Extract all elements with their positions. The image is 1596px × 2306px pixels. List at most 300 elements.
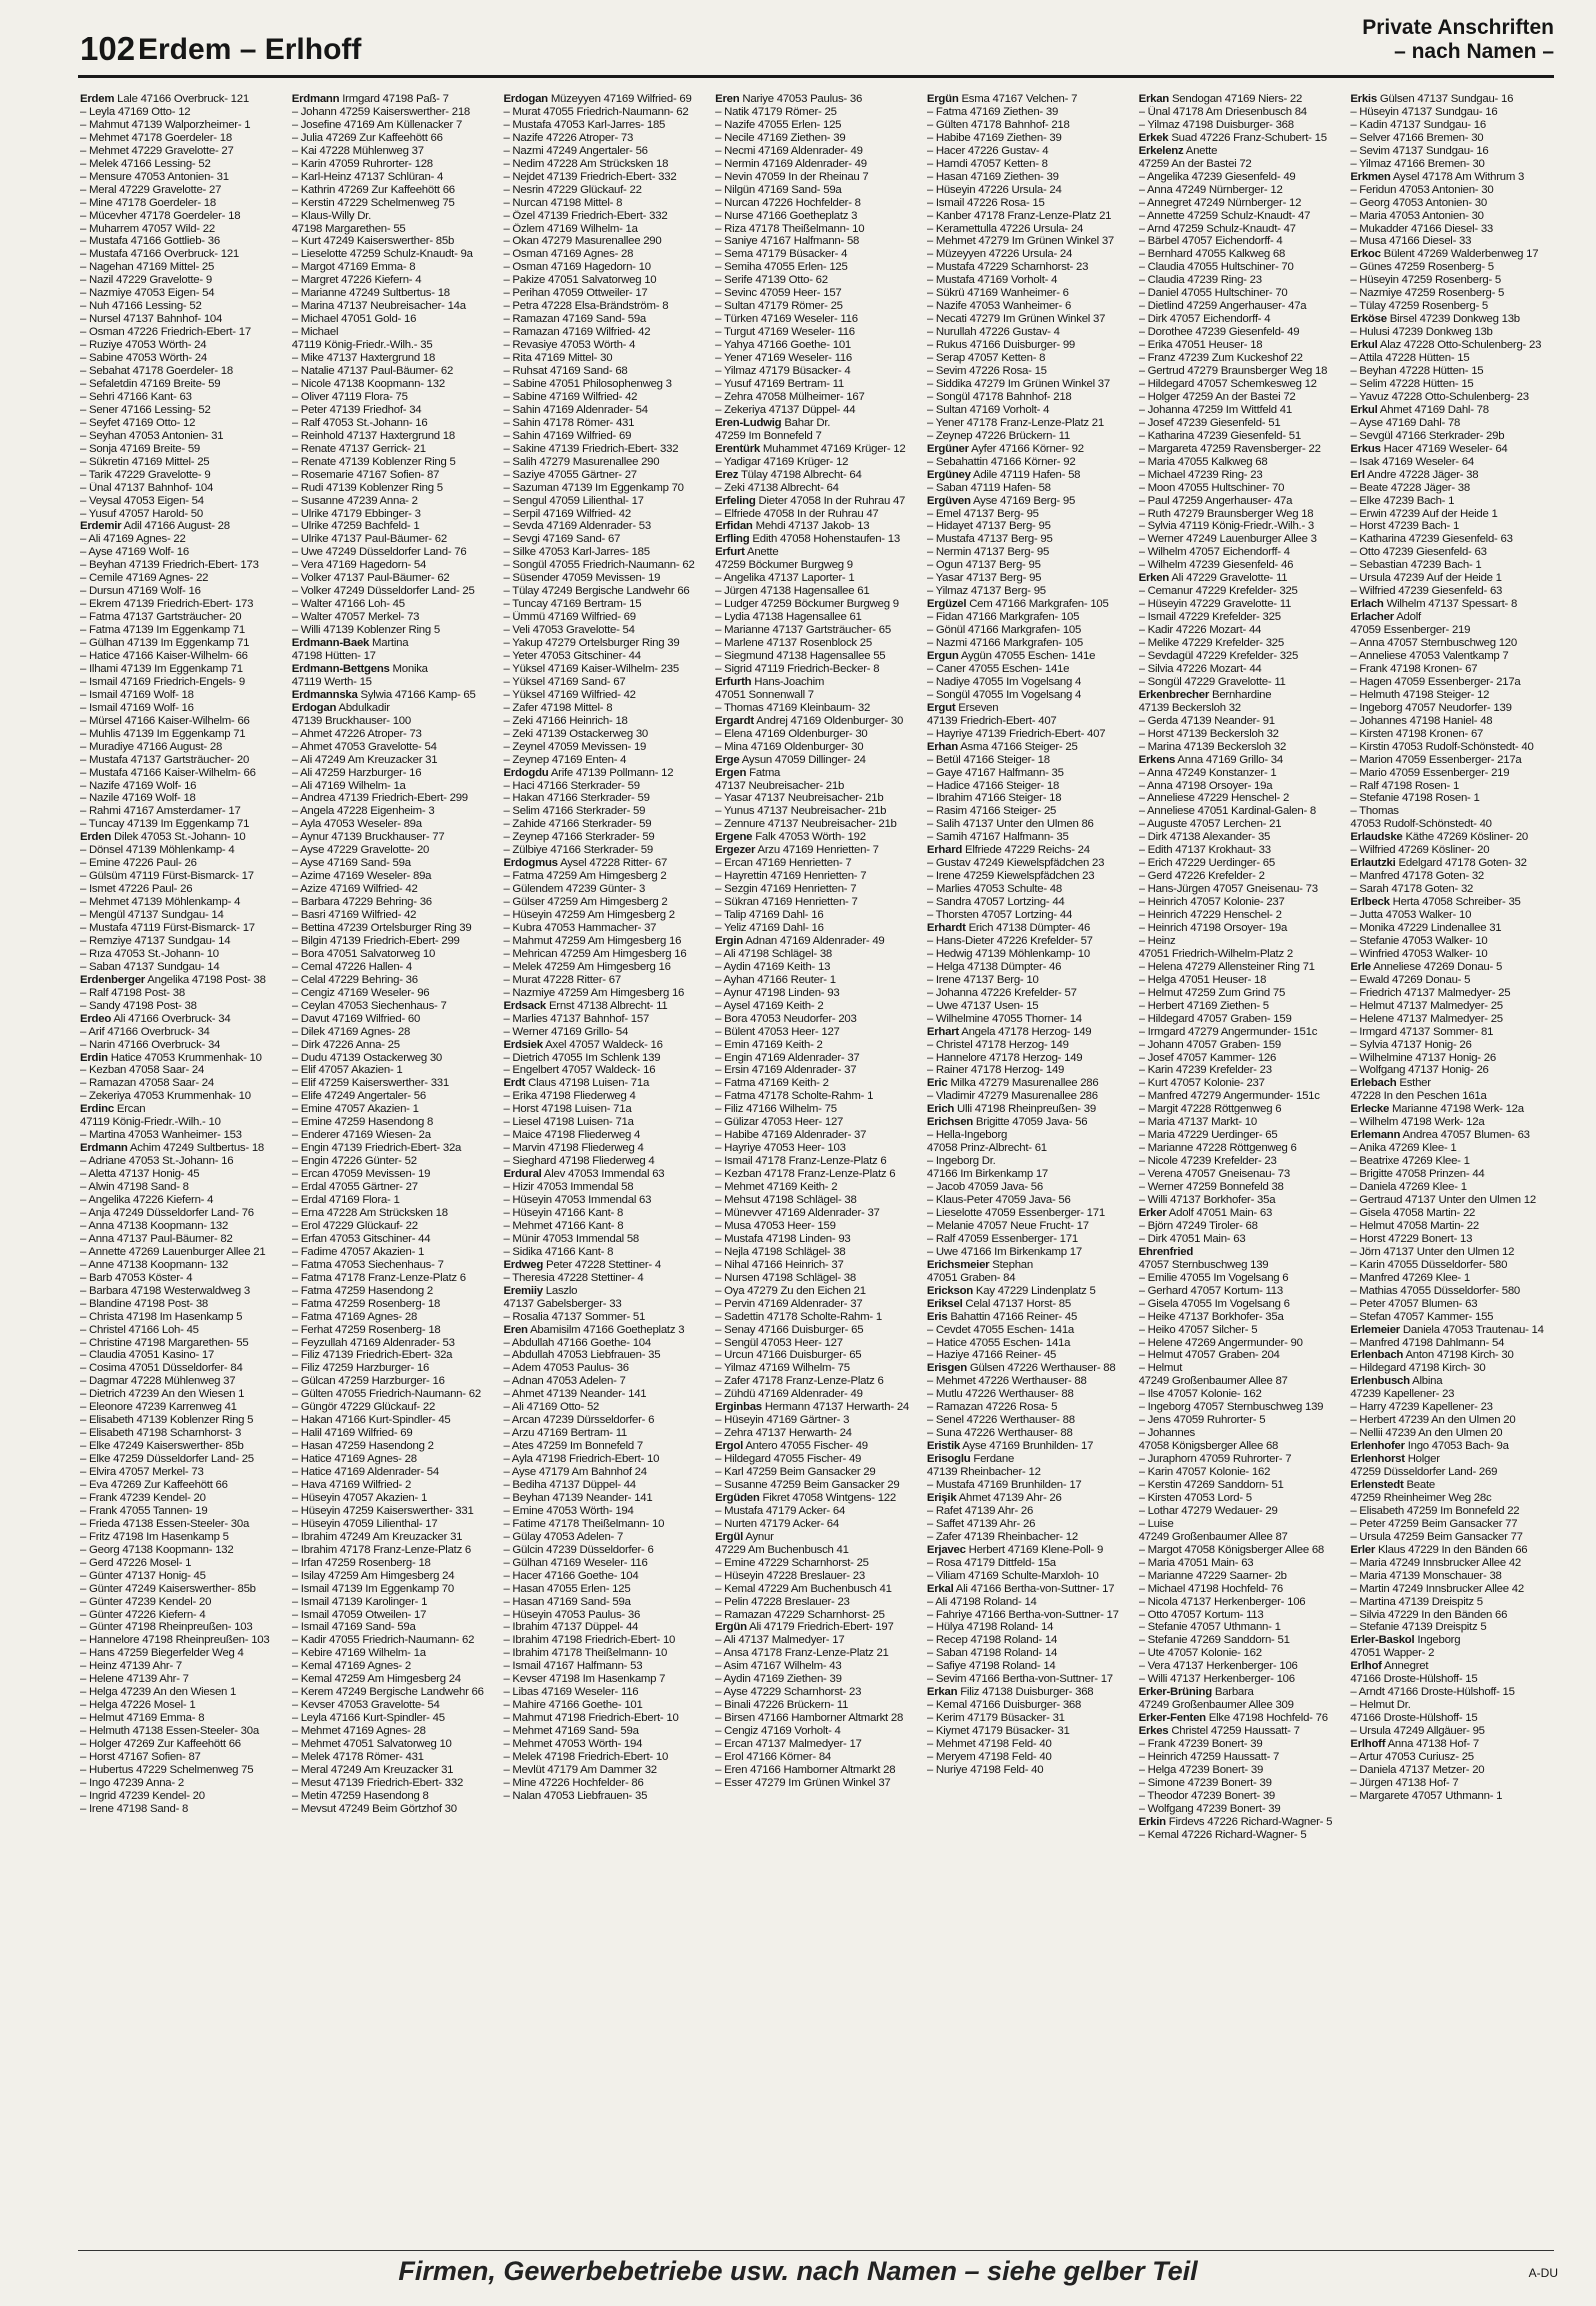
listing-entry [503,326,709,339]
surname: Ergol [715,1440,744,1453]
listing-entry [1350,1596,1556,1609]
entry-text: – Bora 47053 Neudorfer- 203 [715,1012,857,1025]
listing-entry [503,728,709,741]
entry-text: – Ali 47137 Malmedyer- 17 [715,1634,845,1647]
entry-text: – Siddika 47279 Im Grünen Winkel 37 [926,377,1110,390]
entry-text: – Kerstin 47269 Sanddorn- 51 [1138,1478,1284,1491]
listing-entry [927,663,1133,676]
surname: Erlautzki [1350,857,1396,870]
entry-text: – Fatma 47169 Agnes- 28 [291,1310,418,1323]
entry-text: – Bülent 47053 Heer- 127 [715,1025,840,1038]
entry-text: Celal 47137 Horst- 85 [965,1297,1071,1310]
listing-entry [292,922,498,935]
listing-entry [715,1414,921,1427]
entry-text: – Sakine 47139 Friedrich-Ebert- 332 [503,442,679,455]
entry-text: – Björn 47249 Tiroler- 68 [1138,1219,1258,1232]
listing-entry [1139,624,1345,637]
listing-entry [292,197,498,210]
listing-entry [292,1621,498,1634]
listing-entry [927,1000,1133,1013]
entry-text: – Tarik 47229 Gravelotte- 9 [80,468,211,481]
listing-entry [715,1427,921,1440]
entry-text: – Karin 47055 Düsseldorfer- 580 [1350,1258,1508,1271]
listing-entry [80,1233,286,1246]
entry-text: – Fatma 47259 Am Himgesberg 2 [503,870,667,883]
entry-text: Elfriede 47229 Reichs- 24 [965,844,1090,857]
listing-entry [715,313,921,326]
entry-text: – Marina 47139 Beckersloh 32 [1138,740,1287,753]
entry-text: Ferdane [973,1453,1015,1466]
listing-entry [1350,1790,1556,1803]
entry-text: – Nazil 47229 Gravelotte- 9 [80,274,212,287]
listing-entry [80,1440,286,1453]
entry-text: 47249 Großenbaumer Allee 309 [1138,1699,1294,1712]
listing-entry [1350,767,1556,780]
entry-text: – Dudu 47139 Ostackerweg 30 [291,1051,443,1064]
entry-text: – Margot 47058 Königsberger Allee 68 [1138,1543,1325,1556]
entry-text: 47239 Kapellener- 23 [1350,1388,1455,1401]
listing-entry [1139,1518,1345,1531]
entry-text: – Heinz [1138,934,1176,947]
listing-entry [80,1699,286,1712]
listing-entry [503,611,709,624]
surname: Erlenbusch [1350,1375,1410,1388]
entry-text: – Mehmet 47053 Wörth- 194 [503,1738,643,1751]
listing-entry [715,546,921,559]
entry-text: – Hans-Dieter 47226 Krefelder- 57 [926,934,1093,947]
listing-entry [715,456,921,469]
entry-text: – Katharina 47239 Giesenfeld- 63 [1350,533,1513,546]
listing-entry [80,1583,286,1596]
entry-text: – Enderer 47169 Wiesen- 2a [291,1129,431,1142]
entry-text: Hacer 47169 Weseler- 64 [1383,442,1508,455]
listing-entry [1350,689,1556,702]
page-header [0,0,1596,82]
listing-entry [1350,624,1556,637]
listing-entry [927,935,1133,948]
entry-text: – Kevser 47053 Gravelotte- 54 [291,1699,440,1712]
entry-text: – Veysal 47053 Eigen- 54 [80,494,204,507]
listing-entry [927,1220,1133,1233]
listing-entry [503,210,709,223]
listing-entry [503,352,709,365]
entry-text: – Metin 47259 Hasendong 8 [291,1789,429,1802]
listing-entry [80,1686,286,1699]
footer-rule [78,2250,1554,2251]
entry-text: – Yüksel 47169 Sand- 67 [503,675,626,688]
listing-entry [80,352,286,365]
listing-entry [292,585,498,598]
entry-text: – Sandra 47057 Lortzing- 44 [926,896,1065,909]
listing-entry [80,987,286,1000]
entry-text: – Irene 47259 Kiewelspfädchen 23 [926,870,1095,883]
entry-text: – Seyfet 47169 Otto- 12 [80,416,196,429]
entry-text: – Remziye 47137 Sundgau- 14 [80,934,231,947]
listing-entry [1350,1233,1556,1246]
listing-entry [1350,1531,1556,1544]
listing-entry [1350,1168,1556,1181]
entry-text: – Margret 47226 Kiefern- 4 [291,274,422,287]
entry-text: – Elena 47169 Oldenburger- 30 [715,727,868,740]
listing-entry [80,1634,286,1647]
listing-entry [1139,689,1345,702]
entry-text: – Vera 47137 Herkenberger- 106 [1138,1660,1298,1673]
entry-text: – Hamdi 47057 Ketten- 8 [926,157,1048,170]
entry-text: – Habibe 47169 Ziethen- 39 [926,131,1062,144]
entry-text: – Celal 47229 Behring- 36 [291,973,418,986]
listing-entry [1350,637,1556,650]
listing-entry [292,1440,498,1453]
listing-entry [503,1777,709,1790]
listing-entry [292,702,498,715]
entry-text: – Türken 47169 Weseler- 116 [715,313,858,326]
entry-text: – Yavuz 47228 Otto-Schulenberg- 23 [1350,390,1529,403]
entry-text: – Davut 47169 Wilfried- 60 [291,1012,421,1025]
entry-text: – Ümmü 47169 Wilfried- 69 [503,611,636,624]
listing-entry [503,1090,709,1103]
entry-text: – Suna 47226 Werthauser- 88 [926,1427,1073,1440]
entry-text: – Sükran 47169 Henrietten- 7 [715,896,858,909]
listing-entry [292,1103,498,1116]
entry-text: – Renate 47139 Koblenzer Ring 5 [291,455,456,468]
surname: Erisoglu [926,1453,971,1466]
entry-text: – Emine 47057 Akazien- 1 [291,1103,419,1116]
entry-text: Bahar Dr. [784,416,831,429]
entry-text: – Kirsten 47053 Lord- 5 [1138,1491,1252,1504]
listing-entry [715,300,921,313]
entry-text: – Nermin 47169 Aldenrader- 49 [715,157,867,170]
listing-entry [1350,1609,1556,1622]
listing-entry [292,495,498,508]
entry-text: – Dorothee 47239 Giesenfeld- 49 [1138,326,1300,339]
listing-entry [80,1479,286,1492]
listing-entry [292,1142,498,1155]
entry-text: – Mürsel 47166 Kaiser-Wilhelm- 66 [80,714,250,727]
entry-text: – Dirk 47057 Eichendorff- 4 [1138,313,1271,326]
listing-entry [715,741,921,754]
listing-entry [292,365,498,378]
listing-entry [292,1725,498,1738]
listing-entry [1350,1259,1556,1272]
listing-entry [503,1583,709,1596]
listing-entry [80,1751,286,1764]
entry-text: Fatma [749,766,781,779]
listing-entry [927,171,1133,184]
listing-entry [715,1440,921,1453]
entry-text: – Zeynel 47059 Mevissen- 19 [503,740,647,753]
listing-entry [80,754,286,767]
listing-entry [715,417,921,430]
entry-text: – Elisabeth 47259 Im Bonnefeld 22 [1350,1504,1520,1517]
listing-entry [715,754,921,767]
entry-text: – Necati 47279 Im Grünen Winkel 37 [926,313,1106,326]
entry-text: – Turgut 47169 Weseler- 116 [715,326,855,339]
listing-entry [292,1311,498,1324]
listing-entry [80,1375,286,1388]
listing-entry [715,1492,921,1505]
entry-text: – Kanber 47178 Franz-Lenze-Platz 21 [926,209,1112,222]
entry-text: – Seyhan 47053 Antonien- 31 [80,429,224,442]
listing-entry [503,1660,709,1673]
listing-entry [503,1052,709,1065]
listing-entry [927,805,1133,818]
listing-entry [1139,1077,1345,1090]
entry-text: Achim 47249 Sultbertus- 18 [129,1142,264,1155]
entry-text: – Ingo 47239 Anna- 2 [80,1776,184,1789]
entry-text: – Mustafa 47198 Linden- 93 [715,1232,851,1245]
entry-text: – Beyhan 47139 Friedrich-Ebert- 173 [80,559,259,572]
listing-entry [927,1440,1133,1453]
listing-entry [503,585,709,598]
entry-text: 47051 Graben- 84 [926,1271,1016,1284]
listing-entry [503,935,709,948]
entry-text: – Brigitte 47058 Prinzen- 44 [1350,1168,1485,1181]
entry-text: – Günes 47259 Rosenberg- 5 [1350,261,1494,274]
entry-text: – Arnd 47259 Schulz-Knaudt- 47 [1138,222,1296,235]
entry-text: – Hüseyin 47053 Paulus- 36 [503,1608,641,1621]
entry-text: – Karl-Heinz 47137 Schlüran- 4 [291,170,444,183]
entry-text: – Erna 47228 Am Strücksken 18 [291,1206,448,1219]
listing-entry [80,1246,286,1259]
entry-text: – Anneliese 47229 Henschel- 2 [1138,792,1290,805]
entry-text: – Barbara 47229 Behring- 36 [291,896,432,909]
entry-text: – Gülten 47055 Friedrich-Naumann- 62 [291,1388,481,1401]
entry-text: – Melanie 47057 Neue Frucht- 17 [926,1219,1089,1232]
listing-entry [715,831,921,844]
entry-text: Ingo 47053 Bach- 9a [1407,1440,1509,1453]
entry-text: – Hayriye 47053 Heer- 103 [715,1142,846,1155]
entry-text: – Gülsüm 47119 Fürst-Bismarck- 17 [80,870,254,883]
entry-text: 47119 König-Friedr.-Wilh.- 10 [80,1116,221,1129]
listing-entry [1350,274,1556,287]
listing-entry [503,469,709,482]
entry-text: – Erol 47166 Körner- 84 [715,1751,831,1763]
listing-entry [503,1531,709,1544]
entry-text: – Nazmiye 47259 Am Himgesberg 16 [503,986,685,999]
entry-text: – Ahmet 47139 Neander- 141 [503,1388,647,1401]
entry-text: – Juraphorn 47059 Ruhrorter- 7 [1138,1453,1292,1466]
listing-entry [1139,1052,1345,1065]
entry-text: – Cemanur 47229 Krefelder- 325 [1138,585,1298,598]
entry-text: – Ingeborg Dr. [926,1155,996,1168]
listing-entry [292,948,498,961]
listing-entry [1139,469,1345,482]
entry-text: – Melek 47178 Römer- 431 [291,1751,424,1763]
entry-text: – Marlies 47053 Schulte- 48 [926,883,1062,896]
entry-text: – Aynur 47139 Bruckhauser- 77 [291,831,445,844]
entry-text: Ayse 47169 Brunhilden- 17 [962,1440,1094,1453]
entry-text: – Willi 47139 Koblenzer Ring 5 [291,624,440,637]
listing-entry [503,1699,709,1712]
listing-entry [1139,1103,1345,1116]
entry-text: – Johannes 47198 Haniel- 48 [1350,714,1493,727]
listing-entry [1139,378,1345,391]
surname: Erdeo [80,1012,112,1025]
entry-text: – Uwe 47249 Düsseldorfer Land- 76 [291,546,467,559]
surname: Ergene [715,831,753,844]
entry-text: – Mina 47169 Oldenburger- 30 [715,740,864,753]
listing-entry [927,339,1133,352]
entry-text: – Tülay 47249 Bergische Landwehr 66 [503,585,690,598]
listing-entry [292,210,498,223]
listing-entry [503,831,709,844]
listing-entry [715,1660,921,1673]
surname: Erlenstedt [1350,1478,1404,1491]
listing-entry [292,223,498,236]
surname: Erle [1350,960,1371,973]
entry-text: – Kadir 47226 Mozart- 44 [1138,624,1262,637]
listing-entry [503,857,709,870]
entry-text: – Kezban 47058 Saar- 24 [80,1064,205,1077]
entry-text: – Necile 47169 Ziethen- 39 [715,131,846,144]
listing-entry [503,300,709,313]
listing-entry [927,1699,1133,1712]
entry-text: – Fatma 47178 Franz-Lenze-Platz 6 [291,1271,466,1284]
entry-text: – Mehmet 47166 Kant- 8 [503,1219,624,1232]
entry-text: – Silke 47053 Karl-Jarres- 185 [503,546,650,559]
listing-entry [1139,313,1345,326]
entry-text: – Kemal 47166 Duisburger- 368 [926,1699,1082,1712]
entry-text: 47059 Essenberger- 219 [1350,624,1471,637]
listing-entry [927,1453,1133,1466]
listing-entry [292,274,498,287]
listing-entry [715,948,921,961]
entry-text: – Marina 47137 Neubreisacher- 14a [291,300,466,313]
listing-entry [927,261,1133,274]
entry-text: – Kerim 47179 Büsacker- 31 [926,1712,1065,1725]
entry-text: – Zennure 47137 Neubreisacher- 21b [715,818,897,831]
entry-text: – Sehri 47166 Kant- 63 [80,390,192,403]
listing-entry [1139,1660,1345,1673]
entry-text: – Maria 47249 Innsbrucker Allee 42 [1350,1556,1522,1569]
entry-text: – Mustafa 47179 Acker- 64 [715,1504,846,1517]
surname: Erl [1350,468,1365,481]
listing-entry [715,1233,921,1246]
entry-text: – Werner 47259 Bonnefeld 38 [1138,1181,1284,1194]
entry-text: – Esser 47279 Im Grünen Winkel 37 [715,1776,891,1789]
listing-entry [292,1699,498,1712]
listing-entry [715,119,921,132]
listing-entry [292,93,498,106]
listing-entry [80,922,286,935]
listing-entry [503,1168,709,1181]
listing-entry [80,792,286,805]
listing-entry [927,93,1133,106]
entry-text: Andrej 47169 Oldenburger- 30 [756,714,904,727]
entry-text: – Sylvia 47137 Honig- 26 [1350,1038,1472,1051]
listing-entry [927,961,1133,974]
listing-entry [80,1039,286,1052]
entry-text: – Murat 47055 Friedrich-Naumann- 62 [503,105,689,118]
listing-entry [1139,1285,1345,1298]
listing-entry [292,1246,498,1259]
listing-entry [503,1362,709,1375]
entry-text: – Ute 47057 Kolonie- 162 [1138,1647,1262,1660]
entry-text: – Zekeriya 47053 Krummenhak- 10 [80,1090,251,1103]
page-number: 102 [80,30,136,67]
listing-entry [715,702,921,715]
listing-entry [1350,598,1556,611]
entry-text: – Michael 47051 Gold- 16 [291,313,417,326]
entry-text: – Gülten 47178 Bahnhof- 218 [926,118,1070,131]
listing-entry [1139,1699,1345,1712]
entry-text: – Julia 47269 Zur Kaffeehött 66 [291,131,443,144]
entry-text: 47139 Rheinbacher- 12 [926,1466,1041,1479]
listing-entry [927,197,1133,210]
listing-entry [292,1518,498,1531]
entry-text: – Annette 47259 Schulz-Knaudt- 47 [1138,209,1311,222]
entry-text: – Margarete 47057 Uthmann- 1 [1350,1789,1503,1802]
entry-text: – Dietrich 47239 An den Wiesen 1 [80,1388,245,1401]
entry-text: – Nedim 47228 Am Strücksken 18 [503,157,669,170]
entry-text: – Sabine 47053 Wörth- 24 [80,352,207,365]
listing-entry [503,1673,709,1686]
listing-entry [927,1298,1133,1311]
entry-text: – Rosa 47179 Dittfeld- 15a [926,1556,1056,1569]
listing-entry [292,1686,498,1699]
entry-text: – Horst 47167 Sofien- 87 [80,1751,201,1763]
entry-text: – Anja 47249 Düsseldorfer Land- 76 [80,1206,254,1219]
listing-entry [1139,1207,1345,1220]
entry-text: – Haci 47166 Sterkrader- 59 [503,779,640,792]
listing-entry [503,1570,709,1583]
listing-entry [503,805,709,818]
entry-text: – Dirk 47226 Anna- 25 [291,1038,400,1051]
entry-text: Nariye 47053 Paulus- 36 [742,93,863,105]
entry-text: 47259 Rheinheimer Weg 28c [1350,1491,1492,1504]
entry-text: – Ramazan 47226 Rosa- 5 [926,1401,1058,1414]
entry-text: Angela 47178 Herzog- 149 [961,1025,1092,1038]
entry-text: – Mevlüt 47179 Am Dammer 32 [503,1763,657,1776]
entry-text: Elke 47198 Hochfeld- 76 [1208,1712,1328,1725]
listing-entry [503,767,709,780]
listing-entry [927,1492,1133,1505]
entry-text: – Kubra 47053 Hammacher- 37 [503,922,657,934]
entry-text: – Gülser 47259 Am Himgesberg 2 [503,896,668,909]
entry-text: – Saffet 47139 Ahr- 26 [926,1517,1036,1530]
surname: Erkus [1350,442,1381,455]
listing-entry [1139,1401,1345,1414]
listing-entry [927,1311,1133,1324]
listing-entry [292,469,498,482]
entry-text: Ernst 47138 Albrecht- 11 [548,999,668,1012]
entry-text: – Ingeborg 47057 Sternbuschweg 139 [1138,1401,1324,1414]
entry-text: – Ayse 47169 Sand- 59a [291,857,411,870]
listing-entry [1139,870,1345,883]
listing-entry [1139,1453,1345,1466]
entry-text: – Birsen 47166 Hamborner Altmarkt 28 [715,1712,904,1725]
listing-entry [503,132,709,145]
surname: Erhardt [926,922,966,934]
entry-text: – Feyzullah 47169 Aldenrader- 53 [291,1336,455,1349]
listing-entry [715,1026,921,1039]
entry-text: – Özel 47139 Friedrich-Ebert- 332 [503,209,668,222]
listing-entry [927,585,1133,598]
entry-text: – Sonja 47169 Breite- 59 [80,442,201,455]
entry-text: – Zeki 47138 Albrecht- 64 [715,481,839,494]
entry-text: – Hannelore 47178 Herzog- 149 [926,1051,1083,1064]
entry-text: – Habibe 47169 Aldenrader- 37 [715,1129,867,1142]
entry-text: – Ercan 47169 Henrietten- 7 [715,857,852,870]
entry-text: – Mustafa 47166 Gottlieb- 36 [80,235,220,248]
entry-text: – Gülendem 47239 Günter- 3 [503,883,646,896]
entry-text: – Stefanie 47139 Dreispitz 5 [1350,1621,1487,1634]
listing-entry [1350,1699,1556,1712]
entry-text: – Manfred 47279 Angermunder- 151c [1138,1090,1320,1103]
entry-text: – Adem 47053 Paulus- 36 [503,1362,629,1375]
entry-text: – Aletta 47137 Honig- 45 [80,1168,200,1181]
entry-text: – Helmut 47058 Martin- 22 [1350,1219,1479,1232]
